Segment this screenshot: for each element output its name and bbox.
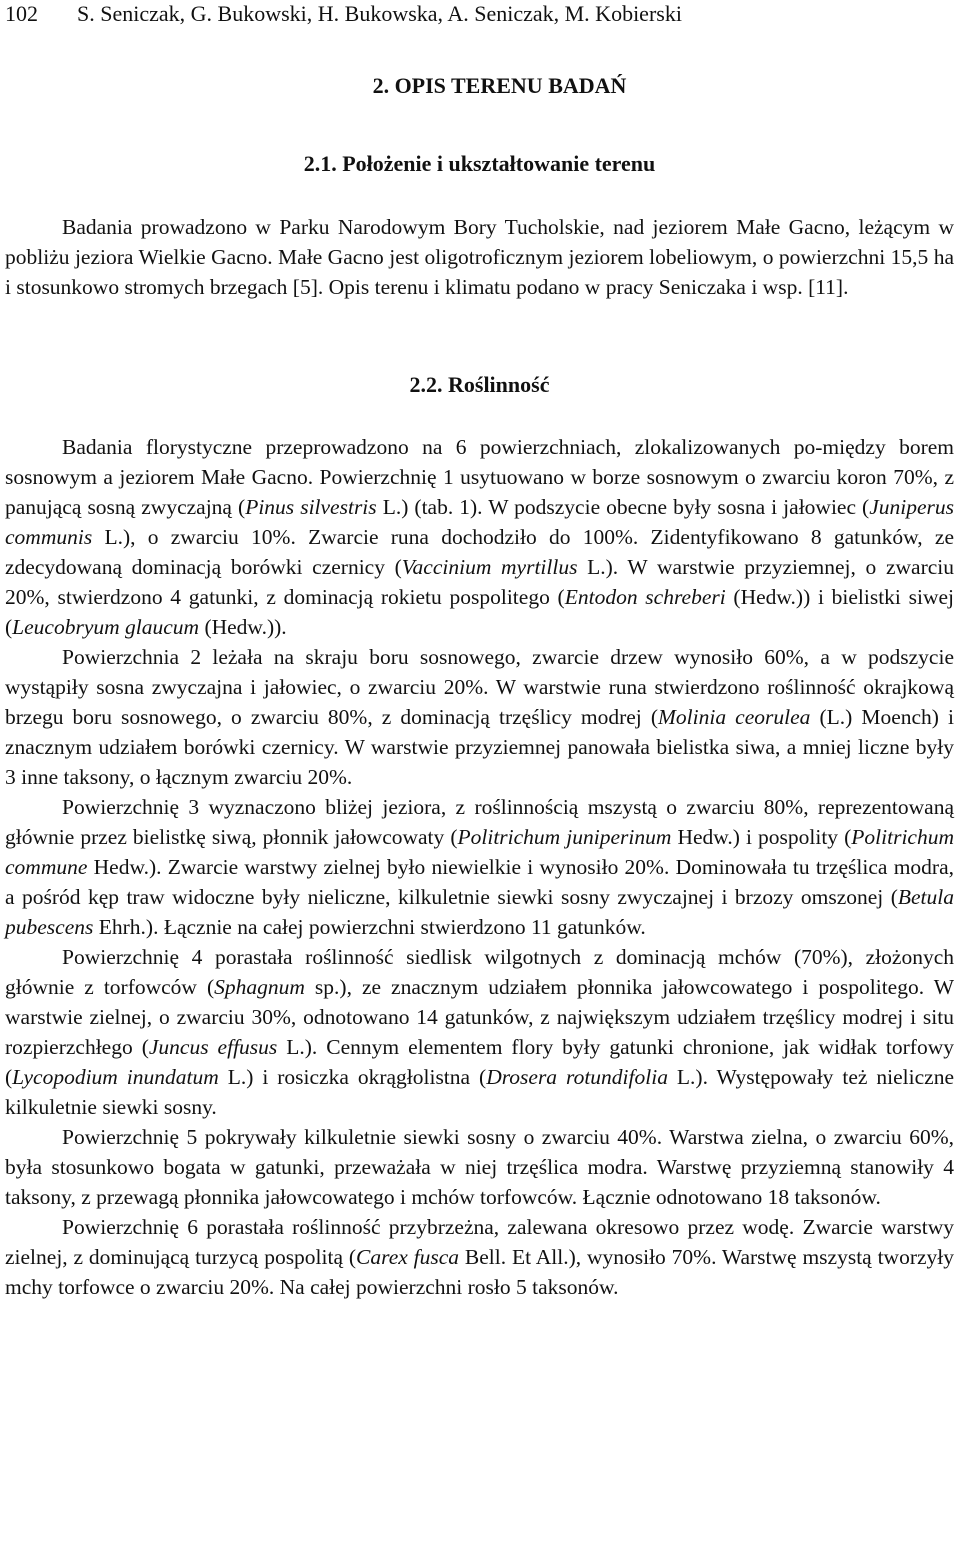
species-name: Carex fusca — [356, 1245, 460, 1269]
vegetation-paragraph-1 — [5, 432, 954, 642]
text-run: Hedw.). Zwarcie warstwy zielnej było niewielkie i wynosiło 20%. Dominowała tu trzęślica modra, a pośród kęp traw widoczne były nieliczne, kilkuletnie siewki sosny zwyczajnej i brzozy omszonej ( — [5, 855, 954, 909]
text-run: Hedw.) i pospolity ( — [671, 825, 852, 849]
species-name: Lycopodium inundatum — [12, 1065, 219, 1089]
text-run: (L.) Moench) i znacznym udziałem borówki czernicy. W warstwie przyziemnej panowała bielistka siwa, a mniej liczne były 3 inne taksony, o łącznym zwarciu 20%. — [5, 705, 954, 789]
vegetation-paragraph-4 — [5, 942, 954, 1122]
text-run: L.). W warstwie przyziemnej, o zwarciu 20%, stwierdzono 4 gatunki, z dominacją rokietu pospolitego ( — [5, 555, 954, 609]
text-run: Bell. Et All.), wynosiło 70%. Warstwę mszystą tworzyły mchy torfowce o zwarciu 20%. Na całej powierzchni rosło 5 taksonów. — [5, 1245, 954, 1299]
text-run: L.) i rosiczka okrągłolistna ( — [218, 1065, 487, 1089]
text-run: (Hedw.)). — [199, 615, 287, 639]
text-run: Powierzchnię 4 porastała roślinność siedlisk wilgotnych z dominacją mchów (70%), złożonych głównie z torfowców ( — [5, 945, 954, 999]
document-page — [5, 0, 954, 1302]
subsection-1-title: 2.1. Położenie i ukształtowanie terenu — [303, 151, 656, 176]
species-name: Politrichum commune — [5, 825, 954, 879]
text-run: Powierzchnię 5 pokrywały kilkuletnie siewki sosny o zwarciu 40%. Warstwa zielna, o zwarciu 60%, była stosunkowo bogata w gatunki, przeważała w niej trzęślica modra. Warstwę przyziemną stanowiły 4 taksony, z przewagą płonnika jałowcowatego i mchów torfowców. Łącznie odnotowano 18 taksonów. — [5, 1125, 954, 1209]
species-name: Juniperus communis — [5, 495, 955, 549]
header-authors: S. Seniczak, G. Bukowski, H. Bukowska, A. Seniczak, M. Kobierski — [77, 1, 682, 26]
text-run: L.) (tab. 1). W podszycie obecne były sosna i jałowiec ( — [376, 495, 870, 519]
species-name: Betula pubescens — [5, 885, 954, 939]
species-name: Vaccinium myrtillus — [401, 555, 578, 579]
species-name: Politrichum juniperinum — [457, 825, 672, 849]
species-name: Pinus silvestris — [245, 495, 377, 519]
vegetation-paragraph-6 — [5, 1212, 954, 1302]
subsection-2-title: 2.2. Roślinność — [409, 372, 550, 397]
vegetation-paragraph-2 — [5, 642, 954, 792]
text-run: Powierzchnia 2 leżała na skraju boru sosnowego, zwarcie drzew wynosiło 60%, a w podszycie wystąpiły sosna zwyczajna i jałowiec, o zwarciu 20%. W warstwie runa stwierdzono roślinność okrajkową brzegu boru sosnowego, o zwarciu 80%, z dominacją trzęślicy modrej ( — [5, 645, 954, 729]
section-title: 2. OPIS TERENU BADAŃ — [372, 73, 627, 98]
text-run: Powierzchnię 3 wyznaczono bliżej jeziora, z roślinnością mszystą o zwarciu 80%, reprezentowaną głównie przez bielistkę siwą, płonnik jałowcowaty ( — [5, 795, 954, 849]
text-run: Ehrh.). Łącznie na całej powierzchni stwierdzono 11 gatunków. — [93, 915, 646, 939]
text-run: Badania florystyczne przeprowadzono na 6 powierzchniach, zlokalizowanych po-między borem sosnowym a jeziorem Małe Gacno. Powierzchnię 1 usytuowano w borze sosnowym o zwarciu koron 70%, z panującą sosną zwyczajną ( — [5, 435, 954, 519]
subsection-1-paragraph: Badania prowadzono w Parku Narodowym Bory Tucholskie, nad jeziorem Małe Gacno, leżącym w pobliżu jeziora Wielkie Gacno. Małe Gacno jest oligotroficznym jeziorem lobeliowym, o powierzchni 15,5 ha i stosunkowo stromych brzegach [5]. Opis terenu i klimatu podano w pracy Seniczaka i wsp. [11]. — [5, 215, 954, 299]
text-run: sp.), ze znacznym udziałem płonnika jałowcowatego i pospolitego. W warstwie zielnej, o zwarciu 30%, odnotowano 14 gatunków, z największym udziałem trzęślicy modrej i situ rozpierzchłego ( — [5, 975, 955, 1059]
text-run: (Hedw.)) i bielistki siwej ( — [5, 585, 955, 639]
text-run: L.), o zwarciu 10%. Zwarcie runa dochodziło do 100%. Zidentyfikowano 8 gatunków, ze zdecydowaną dominacją borówki czernicy ( — [5, 525, 954, 579]
running-header — [5, 0, 954, 32]
species-name: Juncus effusus — [148, 1035, 278, 1059]
species-name: Entodon schreberi — [564, 585, 726, 609]
vegetation-paragraph-3 — [5, 792, 954, 942]
species-name: Molinia ceorulea — [658, 705, 811, 729]
text-run: L.). Występowały też nieliczne kilkuletnie siewki sosny. — [5, 1065, 954, 1119]
text-run: L.). Cennym elementem flory były gatunki chronione, jak widłak torfowy ( — [5, 1035, 954, 1089]
species-name: Leucobryum glaucum — [12, 615, 200, 639]
text-run: Powierzchnię 6 porastała roślinność przybrzeżna, zalewana okresowo przez wodę. Zwarcie warstwy zielnej, z dominującą turzycą pospolitą ( — [5, 1215, 954, 1269]
page-number: 102 — [5, 1, 38, 26]
species-name: Sphagnum — [214, 975, 305, 999]
species-name: Drosera rotundifolia — [486, 1065, 668, 1089]
vegetation-paragraph-5 — [5, 1122, 954, 1212]
